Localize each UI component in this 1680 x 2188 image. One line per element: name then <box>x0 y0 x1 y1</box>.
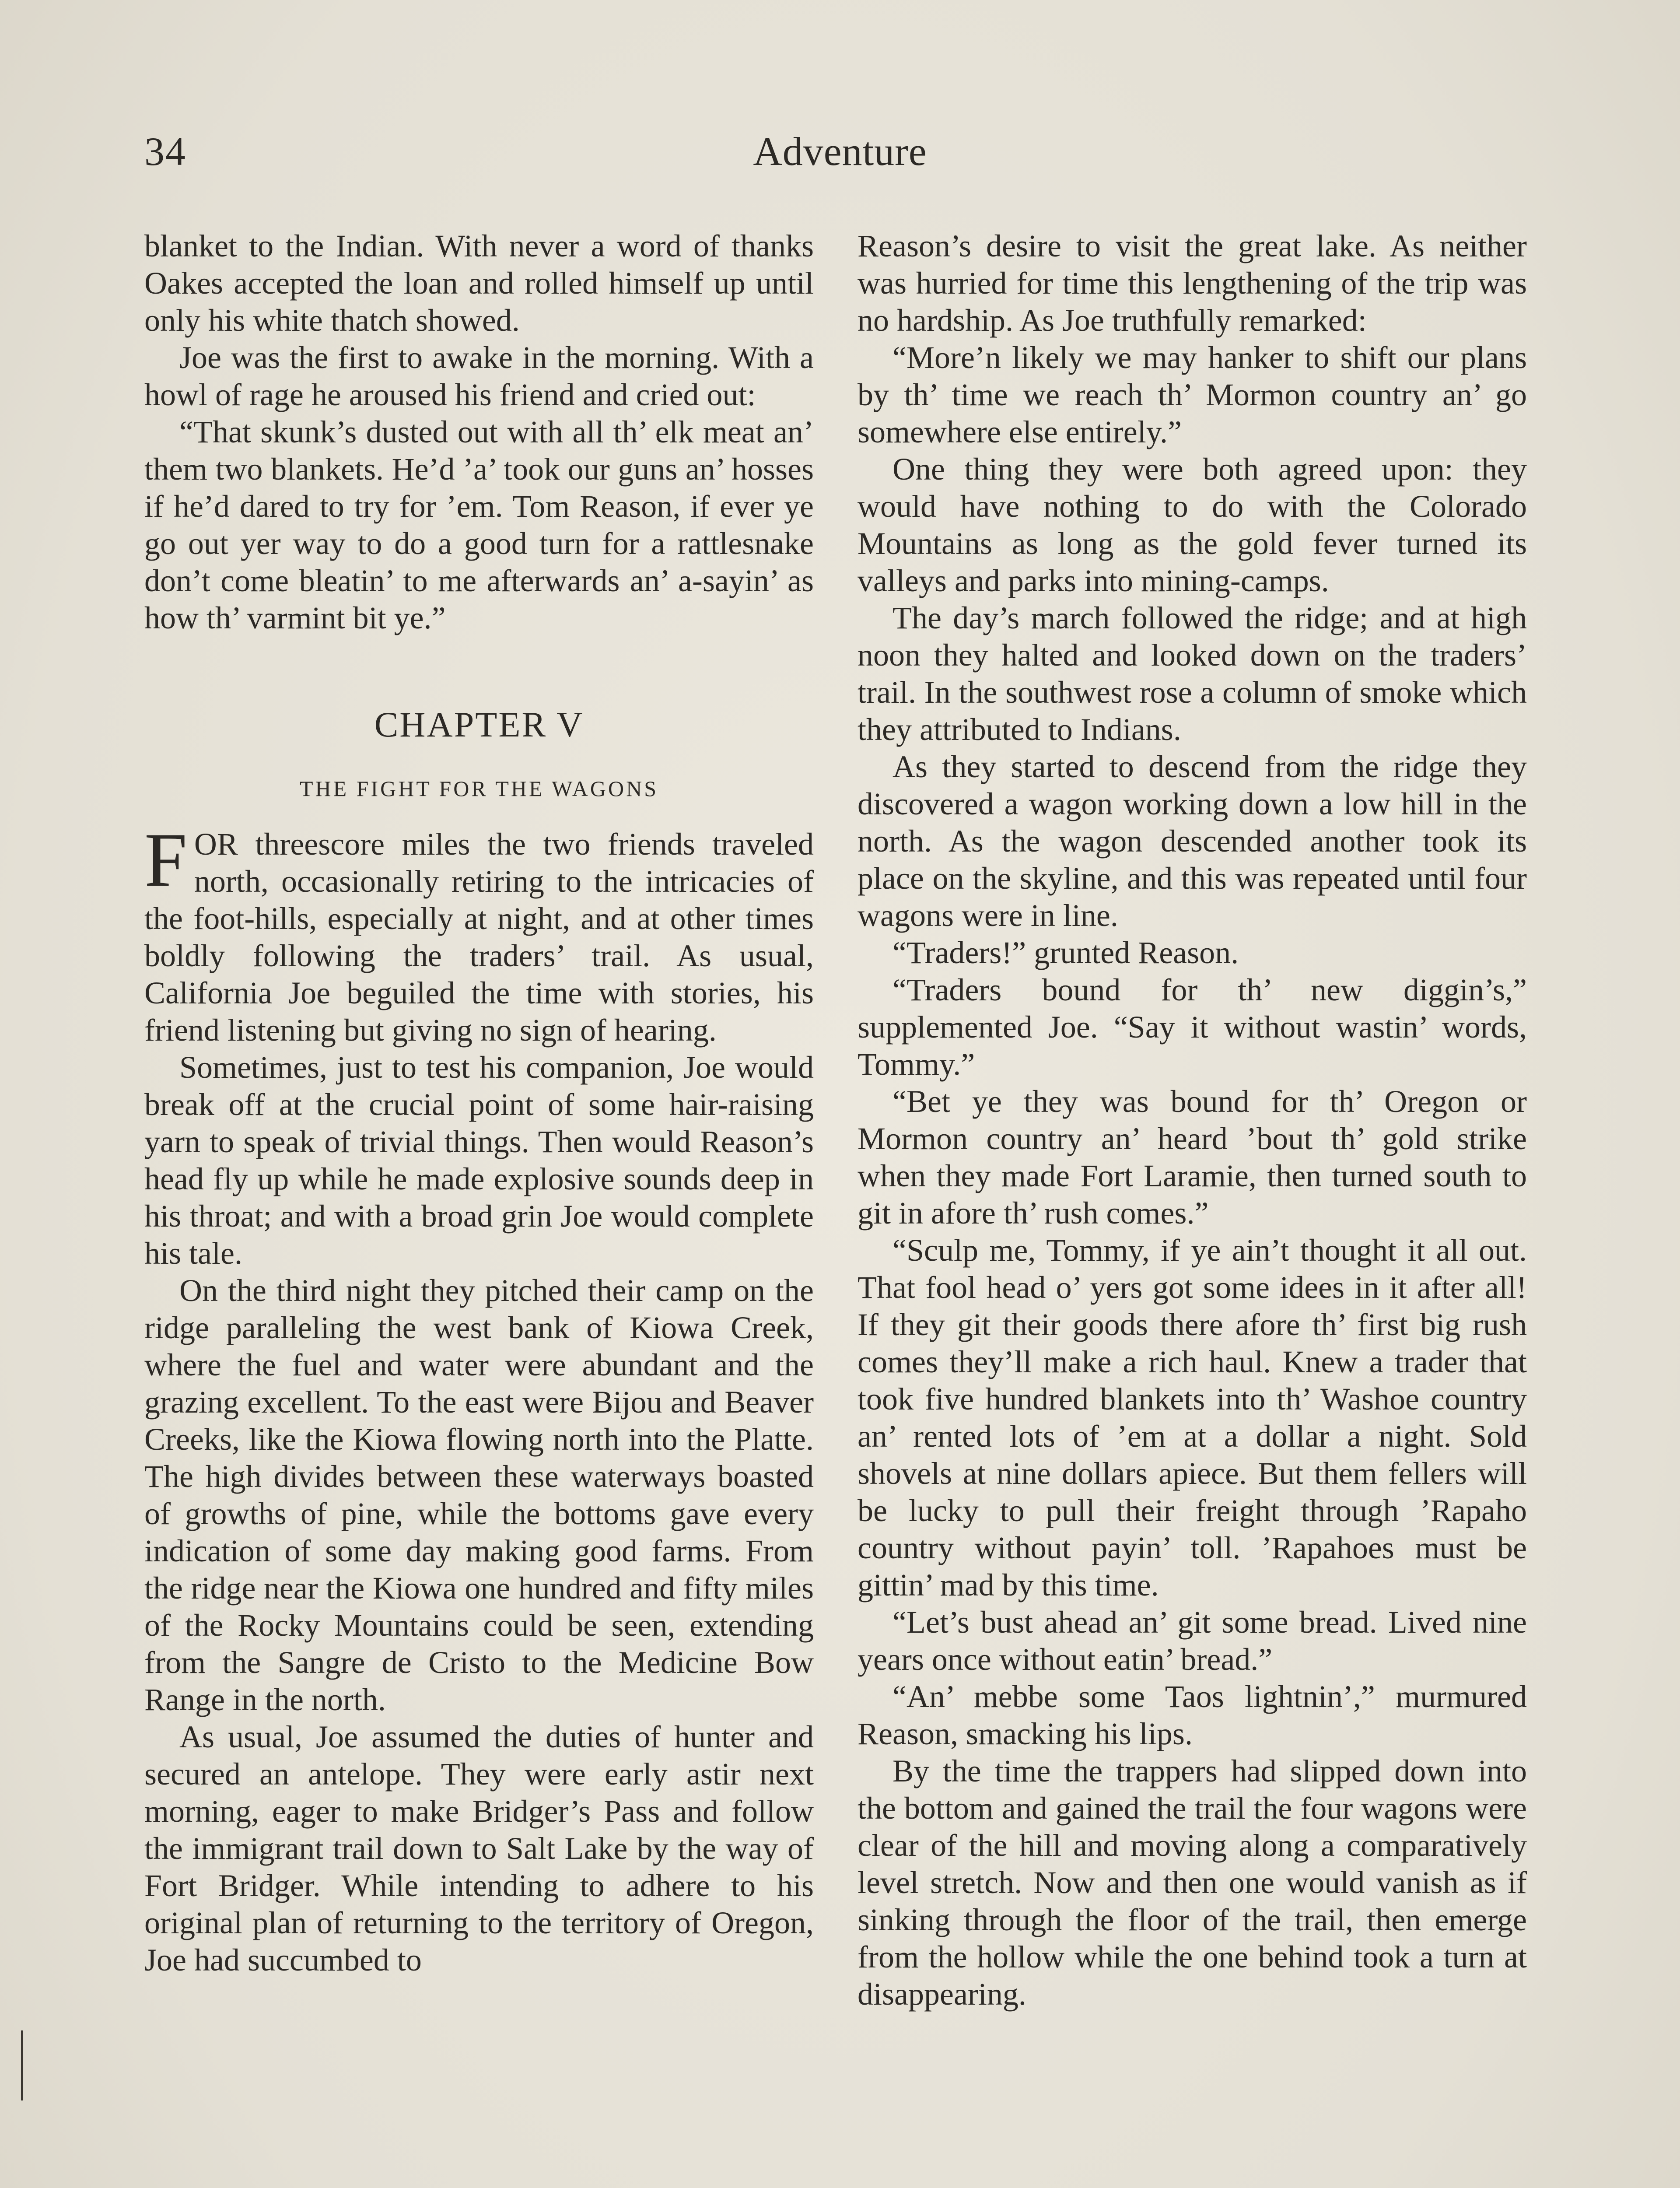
paragraph: On the third night they pitched their camp on the ridge paralleling the west bank of Kiowa Creek, where the fuel and water were abundant and the grazing excellent. To the east were Bijou and Beaver Creeks, like the Kiowa flowing north into the Platte. The high divides between these waterways boasted of growths of pine, while the bottoms gave every indication of some day making good farms. From the ridge near the Kiowa one hundred and fifty miles of the Rocky Mountains could be seen, extending from the Sangre de Cristo to the Medicine Bow Range in the north. <box>144 1273 814 1717</box>
right-column <box>858 228 1527 2013</box>
paragraph: Sometimes, just to test his companion, Joe would break off at the crucial point of some hair-raising yarn to speak of trivial things. Then would Reason’s head fly up while he made explosive sounds deep in his throat; and with a broad grin Joe would complete his tale. <box>144 1050 814 1271</box>
paragraph: Joe was the first to awake in the morning. With a howl of rage he aroused his friend and cried out: <box>144 340 814 412</box>
paragraph: “An’ mebbe some Taos lightnin’,” murmured Reason, smacking his lips. <box>858 1679 1527 1751</box>
paragraph: “Traders bound for th’ new diggin’s,” supplemented Joe. “Say it without wastin’ words, Tommy.” <box>858 972 1527 1082</box>
paragraph: As usual, Joe assumed the duties of hunter and secured an antelope. They were early astir next morning, eager to make Bridger’s Pass and follow the immigrant trail down to Salt Lake by the way of Fort Bridger. While intending to adhere to his original plan of returning to the territory of Oregon, Joe had succumbed to <box>144 1719 814 1978</box>
paragraph: As they started to descend from the ridge they discovered a wagon working down a low hill in the north. As the wagon descended another took its place on the skyline, and this was repeated until four wagons were in line. <box>858 749 1527 933</box>
page-edge-mark <box>21 2030 23 2100</box>
paragraph: blanket to the Indian. With never a word of thanks Oakes accepted the loan and rolled himself up until only his white thatch showed. <box>144 228 814 338</box>
paragraph: “Bet ye they was bound for th’ Oregon or Mormon country an’ heard ’bout th’ gold strike when they made Fort Laramie, then turned south to git in afore th’ rush comes.” <box>858 1084 1527 1231</box>
page-number: 34 <box>144 129 186 174</box>
left-column <box>144 228 814 1979</box>
running-head: Adventure <box>753 129 927 174</box>
chapter-title: CHAPTER V <box>374 705 584 744</box>
paragraph: “Let’s bust ahead an’ git some bread. Lived nine years once without eatin’ bread.” <box>858 1605 1527 1677</box>
paragraph: The day’s march followed the ridge; and at high noon they halted and looked down on the traders’ trail. In the southwest rose a column of smoke which they attributed to Indians. <box>858 600 1527 747</box>
paragraph: “Traders!” grunted Reason. <box>892 935 1239 970</box>
paragraph: One thing they were both agreed upon: they would have nothing to do with the Colorado Mountains as long as the gold fever turned its valleys and parks into mining-camps. <box>858 452 1527 598</box>
paragraph: “More’n likely we may hanker to shift our plans by th’ time we reach th’ Mormon country an’ go somewhere else entirely.” <box>858 340 1527 449</box>
drop-cap: F <box>144 817 187 903</box>
chapter-opening-paragraph <box>144 817 814 1049</box>
paragraph: By the time the trappers had slipped down into the bottom and gained the trail the four wagons were clear of the hill and moving along a comparatively level stretch. Now and then one would vanish as if sinking through the floor of the trail, then emerge from the hollow while the one behind took a turn at disappearing. <box>858 1753 1527 2012</box>
paragraph: “That skunk’s dusted out with all th’ elk meat an’ them two blankets. He’d ’a’ took our guns an’ hosses if he’d dared to try for ’em. Tom Reason, if ever ye go out yer way to do a good turn for a rattlesnake don’t come bleatin’ to me afterwards an’ a-sayin’ as how th’ varmint bit ye.” <box>144 414 814 635</box>
drop-cap-paragraph-text: OR threescore miles the two friends traveled north, occasionally retiring to the intricacies of the foot-hills, especially at night, and at other times boldly following the traders’ trail. As usual, California Joe beguiled the time with stories, his friend listening but giving no sign of hearing. <box>144 827 814 1048</box>
paragraph: Reason’s desire to visit the great lake. As neither was hurried for time this lengthening of the trip was no hardship. As Joe truthfully remarked: <box>858 228 1527 338</box>
paragraph: “Sculp me, Tommy, if ye ain’t thought it all out. That fool head o’ yers got some idees in it after all! If they git their goods there afore th’ first big rush comes they’ll make a rich haul. Knew a trader that took five hundred blankets into th’ Washoe country an’ rented lots of ’em at a dollar a night. Sold shovels at nine dollars apiece. But them fellers will be lucky to pull their freight through ’Rapaho country without payin’ toll. ’Rapahoes must be gittin’ mad by this time. <box>858 1233 1527 1602</box>
chapter-subtitle: THE FIGHT FOR THE WAGONS <box>299 776 659 801</box>
